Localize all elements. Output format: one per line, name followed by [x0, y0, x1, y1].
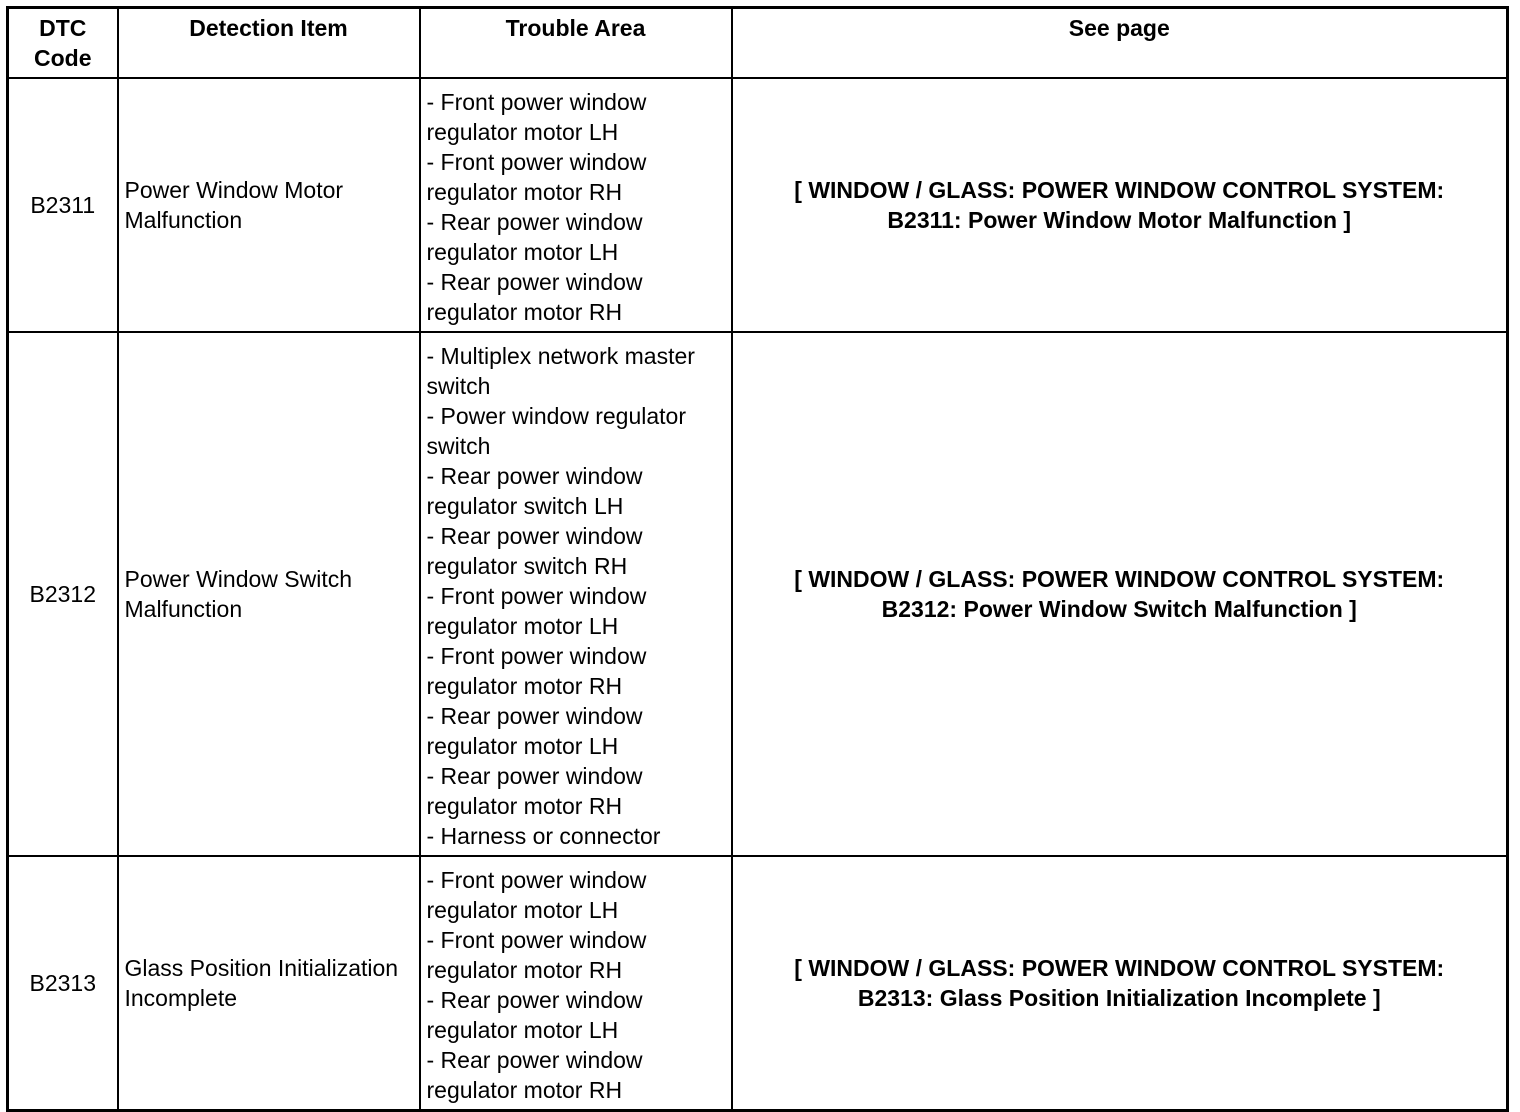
detection-item-cell: Glass Position Initialization Incomplete	[118, 856, 420, 1111]
trouble-area-item: - Rear power window regulator motor RH	[426, 268, 643, 325]
table-row	[8, 332, 1508, 856]
trouble-area-cell	[420, 856, 732, 1111]
trouble-area-item: - Rear power window regulator motor RH	[426, 762, 643, 819]
header-detection-item: Detection Item	[118, 8, 420, 78]
table-row	[8, 856, 1508, 1111]
table-body	[8, 78, 1508, 1111]
trouble-area-item: - Harness or connector	[426, 822, 661, 849]
dtc-code-cell: B2311	[8, 78, 118, 332]
dtc-code-cell: B2313	[8, 856, 118, 1111]
header-row	[8, 8, 1508, 78]
table-header	[8, 8, 1508, 78]
trouble-area-item: - Rear power window regulator switch RH	[426, 522, 643, 579]
trouble-area-item: - Front power window regulator motor RH	[426, 926, 647, 983]
trouble-area-cell	[420, 78, 732, 332]
dtc-code-cell: B2312	[8, 332, 118, 856]
trouble-area-item: - Rear power window regulator motor LH	[426, 986, 643, 1043]
trouble-area-item: - Rear power window regulator motor LH	[426, 702, 643, 759]
trouble-area-item: - Rear power window regulator motor LH	[426, 208, 643, 265]
trouble-area-item: - Front power window regulator motor LH	[426, 88, 647, 145]
header-dtc-code: DTC Code	[8, 8, 118, 78]
see-page-cell	[732, 78, 1508, 332]
see-page-link[interactable]: [ WINDOW / GLASS: POWER WINDOW CONTROL SYSTEM: B2312: Power Window Switch Malfunction ]	[794, 565, 1445, 622]
trouble-area-item: - Front power window regulator motor RH	[426, 642, 647, 699]
trouble-area-item: - Rear power window regulator switch LH	[426, 462, 643, 519]
dtc-table	[6, 6, 1509, 1112]
trouble-area-item: - Front power window regulator motor LH	[426, 582, 647, 639]
trouble-area-item: - Rear power window regulator motor RH	[426, 1046, 643, 1103]
see-page-link[interactable]: [ WINDOW / GLASS: POWER WINDOW CONTROL SYSTEM: B2311: Power Window Motor Malfunction ]	[794, 176, 1445, 233]
trouble-area-cell	[420, 332, 732, 856]
trouble-area-item: - Multiplex network master switch	[426, 342, 695, 399]
see-page-link[interactable]: [ WINDOW / GLASS: POWER WINDOW CONTROL SYSTEM: B2313: Glass Position Initialization Incomplete ]	[794, 954, 1445, 1011]
trouble-area-item: - Power window regulator switch	[426, 402, 687, 459]
detection-item-cell: Power Window Switch Malfunction	[118, 332, 420, 856]
see-page-cell	[732, 332, 1508, 856]
trouble-area-item: - Front power window regulator motor RH	[426, 148, 647, 205]
header-trouble-area: Trouble Area	[420, 8, 732, 78]
header-see-page: See page	[732, 8, 1508, 78]
table-row	[8, 78, 1508, 332]
trouble-area-item: - Front power window regulator motor LH	[426, 866, 647, 923]
detection-item-cell: Power Window Motor Malfunction	[118, 78, 420, 332]
see-page-cell	[732, 856, 1508, 1111]
